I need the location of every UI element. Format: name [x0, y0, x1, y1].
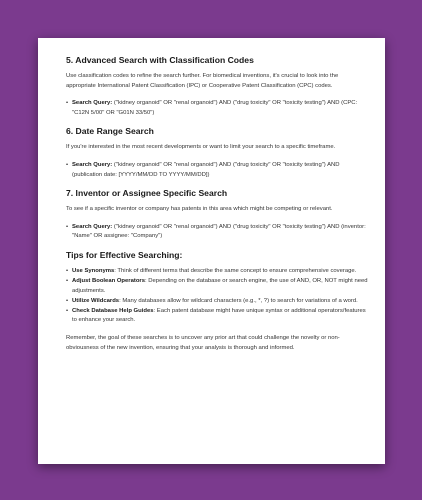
section-7-intro: To see if a specific inventor or company has patents in this area which might be competing or relevant. — [66, 206, 333, 213]
search-query-label: Search Query: — [72, 100, 113, 107]
tip-text: : Think of different terms that describe the same concept to ensure comprehensive coverage. — [114, 267, 357, 274]
tip-label: Adjust Boolean Operators — [72, 278, 145, 285]
tips-list — [66, 267, 369, 326]
section-5-intro: Use classification codes to refine the search further. For biomedical inventions, it's crucial to look into the appropriate International Patent Classification (IPC) or Cooperative Patent Classification (CPC) codes. — [66, 73, 339, 89]
tip-label: Utilize Wildcards — [72, 297, 120, 304]
section-6-intro: If you're interested in the most recent developments or want to limit your search to a specific timeframe. — [66, 144, 336, 151]
tip-label: Check Database Help Guides — [72, 307, 154, 314]
list-item — [66, 267, 369, 277]
list-item — [66, 297, 369, 307]
list-item — [66, 307, 369, 326]
search-query-label: Search Query: — [72, 161, 113, 168]
tip-text: : Each patent database might have unique syntax or additional operators/features to enhance your search. — [72, 307, 366, 324]
section-5-list — [66, 99, 369, 118]
list-item — [66, 277, 369, 296]
tips-heading: Tips for Effective Searching: — [66, 249, 183, 260]
tip-text: : Depending on the database or search engine, the use of AND, OR, NOT might need adjustments. — [72, 278, 368, 294]
closing-paragraph: Remember, the goal of these searches is to uncover any prior art that could challenge the novelty or non-obviousness of the new invention, ensuring that your analysis is thorough and informed. — [66, 335, 340, 351]
tip-text: : Many databases allow for wildcard characters (e.g., *, ?) to search for variations of a word. — [119, 297, 358, 304]
section-5-heading: 5. Advanced Search with Classification Codes — [66, 55, 254, 65]
tip-label: Use Synonyms — [72, 267, 115, 274]
search-query-text: ("kidney organoid" OR "renal organoid") AND ("drug toxicity" OR "toxicity testing") AND (CPC: "C12N 5/00" OR "G01N 33/50") — [72, 100, 358, 116]
section-7-search-query — [66, 223, 369, 242]
search-query-text: ("kidney organoid" OR "renal organoid") AND ("drug toxicity" OR "toxicity testing") AND (publication date: [YYYY/MM/DD TO YYYY/MM/DD]) — [72, 161, 340, 178]
section-6-heading: 6. Date Range Search — [66, 126, 154, 137]
search-query-text: ("kidney organoid" OR "renal organoid") AND ("drug toxicity" OR "toxicity testing") AND (inventor: "Name" OR assignee: "Company") — [72, 223, 366, 240]
search-query-label: Search Query: — [72, 223, 113, 230]
document-page — [38, 38, 385, 464]
section-6-search-query — [66, 161, 369, 180]
section-7-heading: 7. Inventor or Assignee Specific Search — [66, 188, 228, 199]
section-6-list — [66, 161, 369, 180]
section-7-list — [66, 223, 369, 242]
section-5-search-query — [66, 99, 369, 118]
